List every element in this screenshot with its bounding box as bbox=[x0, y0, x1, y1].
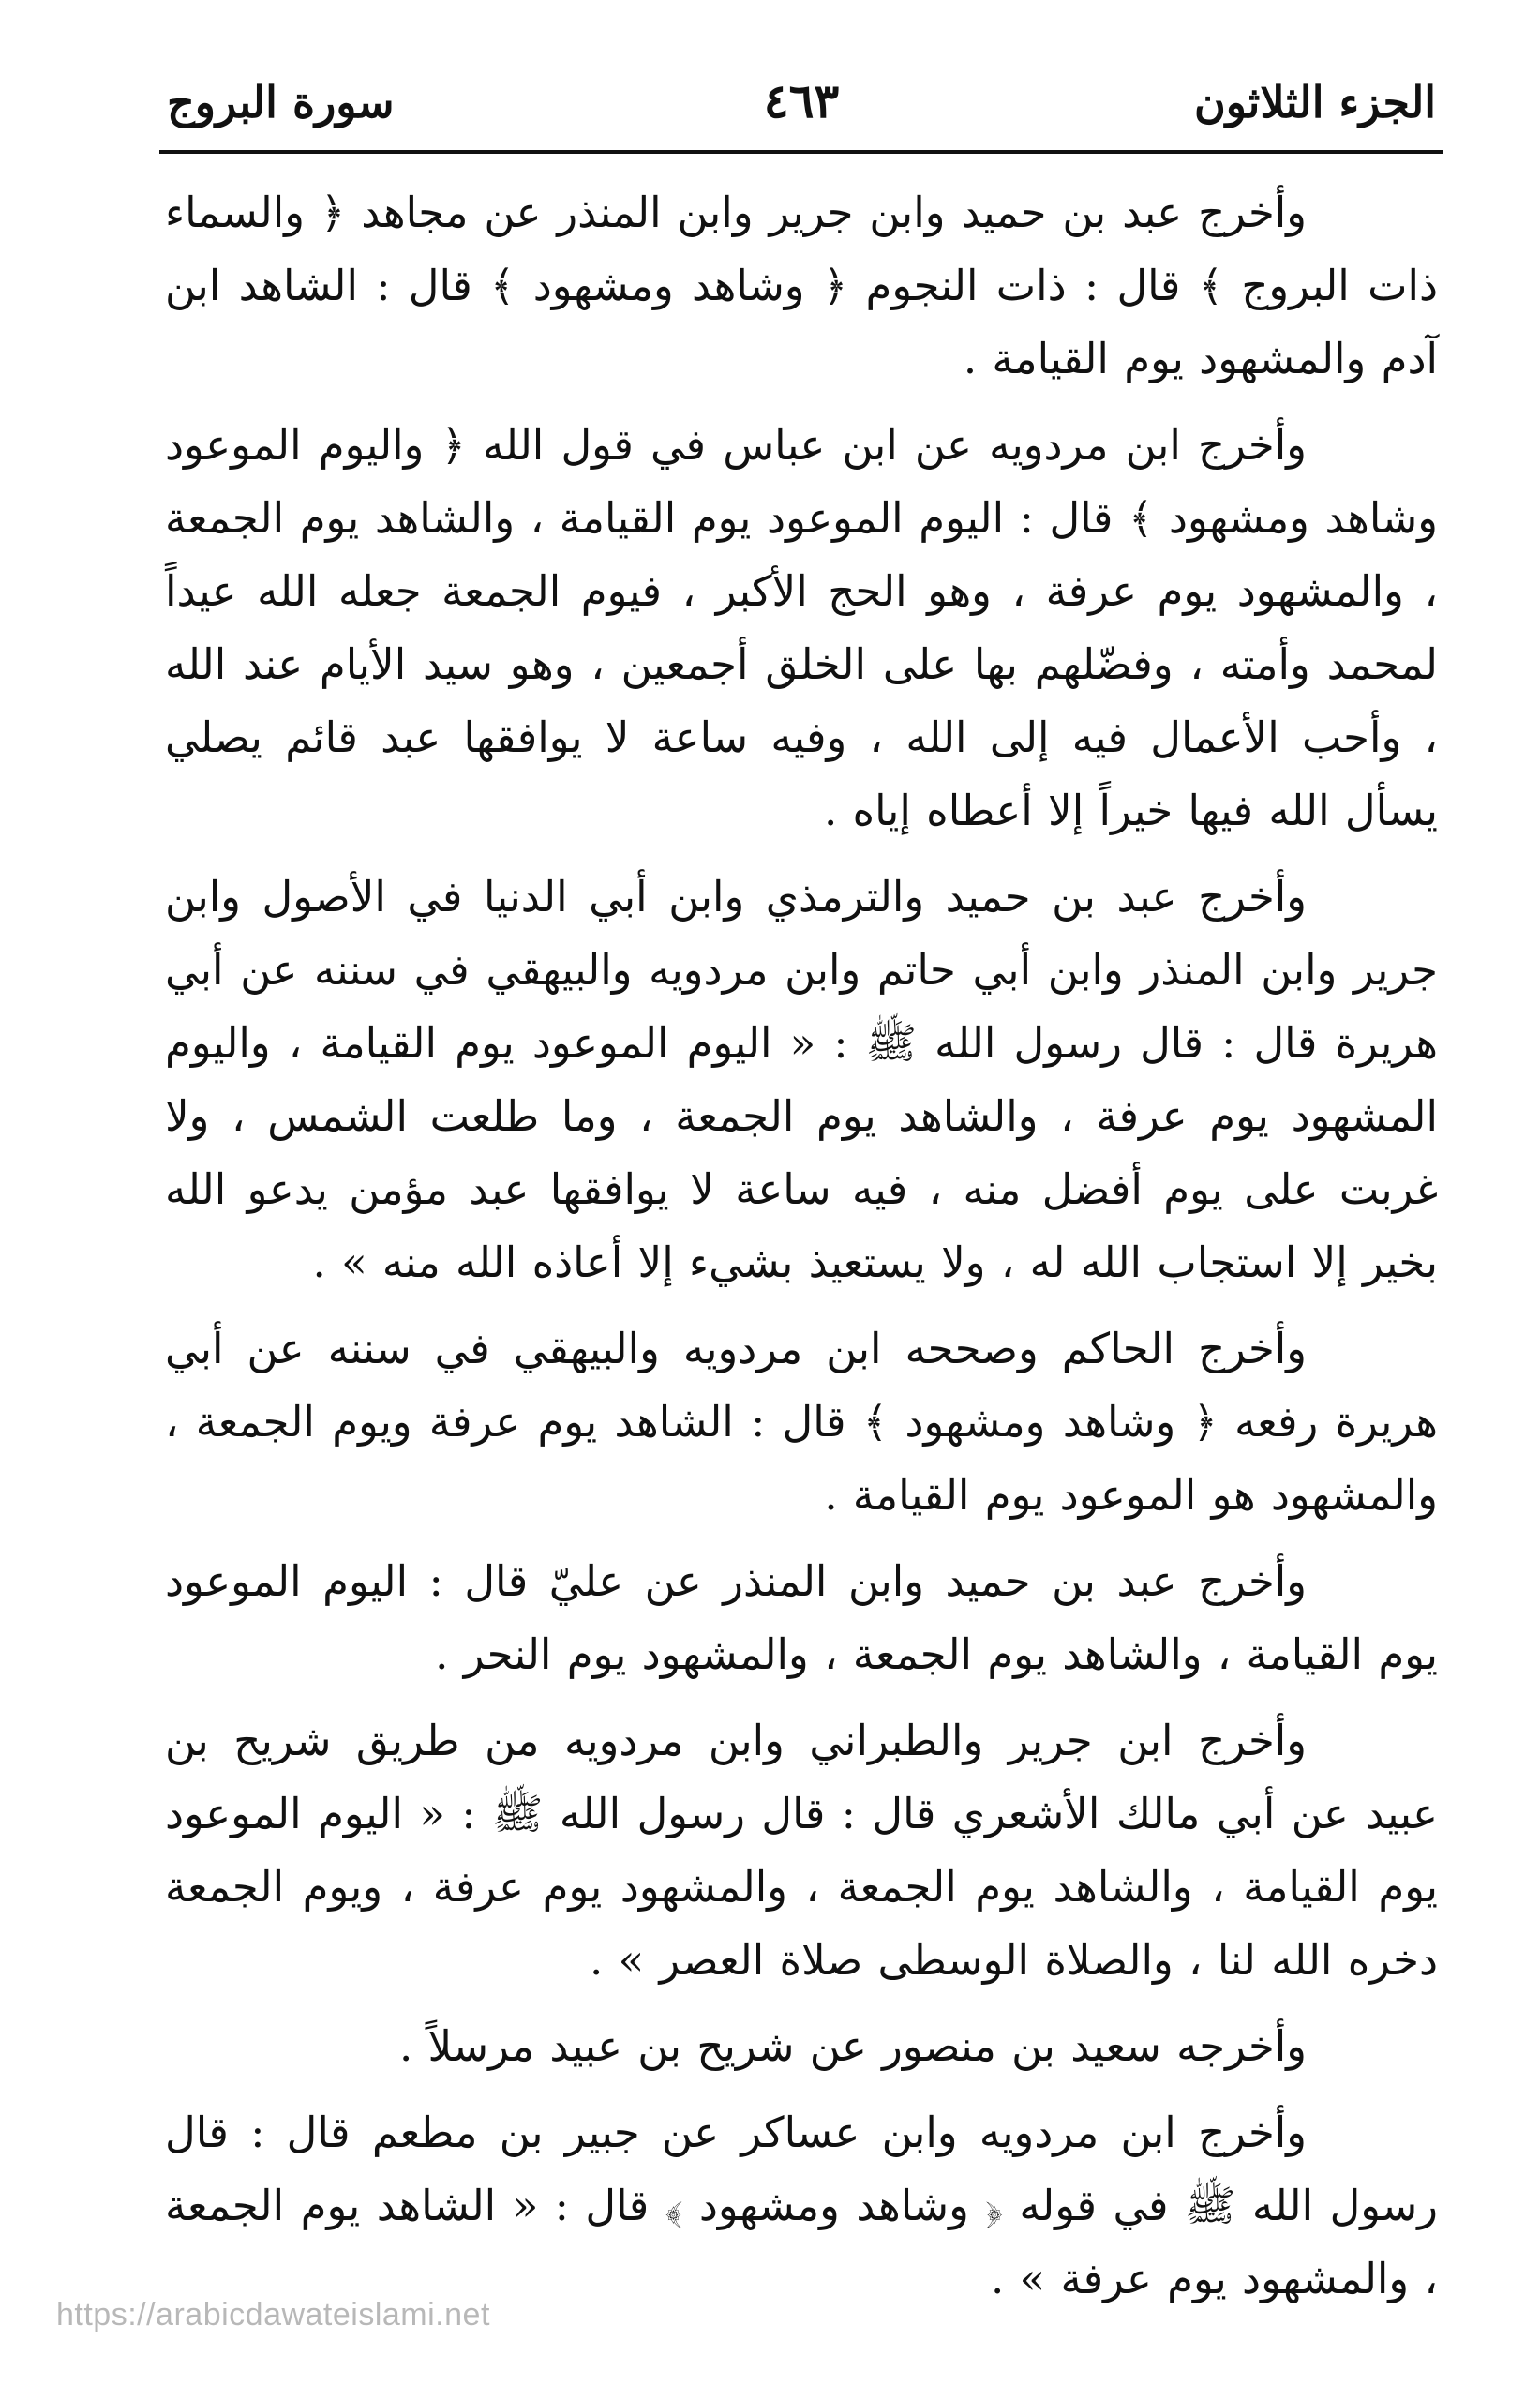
paragraph-6: وأخرج ابن جرير والطبراني وابن مردويه من طريق شريح بن عبيد عن أبي مالك الأشعري قال : قال رسول الله ﷺ : « اليوم الموعود يوم القيامة ، والشاهد يوم الجمعة ، والمشهود يوم عرفة ، ويوم الجمعة دخره الله لنا ، والصلاة الوسطى صلاة العصر » . bbox=[165, 1716, 1438, 1985]
paragraph-1: وأخرج عبد بن حميد وابن جرير وابن المنذر عن مجاهد ﴿ والسماء ذات البروج ﴾ قال : ذات النجوم ﴿ وشاهد ومشهود ﴾ قال : الشاهد ابن آدم والمشهود يوم القيامة . bbox=[165, 188, 1438, 383]
book-page bbox=[159, 56, 1443, 2334]
watermark-url: https://arabicdawateislami.net bbox=[56, 2297, 490, 2332]
paragraph-2: وأخرج ابن مردويه عن ابن عباس في قول الله ﴿ واليوم الموعود وشاهد ومشهود ﴾ قال : اليوم الموعود يوم القيامة ، والشاهد يوم الجمعة ، والمشهود يوم عرفة ، وهو الحج الأكبر ، فيوم الجمعة جعله الله عيداً لمحمد وأمته ، وفضّلهم بها على الخلق أجمعين ، وهو سيد الأيام عند الله ، وأحب الأعمال فيه إلى الله ، وفيه ساعة لا يوافقها عبد قائم يصلي يسأل الله فيها خيراً إلا أعطاه إياه . bbox=[165, 420, 1438, 835]
paragraph-5: وأخرج عبد بن حميد وابن المنذر عن عليّ قال : اليوم الموعود يوم القيامة ، والشاهد يوم الجمعة ، والمشهود يوم النحر . bbox=[165, 1556, 1438, 1679]
page-number: ٤٦٣ bbox=[763, 73, 840, 128]
paragraph-3: وأخرج عبد بن حميد والترمذي وابن أبي الدنيا في الأصول وابن جرير وابن المنذر وابن أبي حاتم وابن مردويه والبيهقي في سننه عن أبي هريرة قال : قال رسول الله ﷺ : « اليوم الموعود يوم القيامة ، واليوم المشهود يوم عرفة ، والشاهد يوم الجمعة ، وما طلعت الشمس ، ولا غربت على يوم أفضل منه ، فيه ساعة لا يوافقها عبد مؤمن يدعو الله بخير إلا استجاب الله له ، ولا يستعيذ بشيء إلا أعاذه الله منه » . bbox=[165, 872, 1438, 1287]
part-title: الجزء الثلاثون bbox=[1194, 77, 1436, 128]
page-body bbox=[159, 176, 1443, 2316]
page-header bbox=[159, 56, 1443, 154]
paragraph-4: وأخرج الحاكم وصححه ابن مردويه والبيهقي في سننه عن أبي هريرة رفعه ﴿ وشاهد ومشهود ﴾ قال : الشاهد يوم عرفة ويوم الجمعة ، والمشهود هو الموعود يوم القيامة . bbox=[165, 1324, 1438, 1520]
paragraph-8: وأخرج ابن مردويه وابن عساكر عن جبير بن مطعم قال : قال رسول الله ﷺ في قوله ﴿ وشاهد ومشهود ﴾ قال : « الشاهد يوم الجمعة ، والمشهود يوم عرفة » . bbox=[165, 2108, 1438, 2303]
surah-title: سورة البروج bbox=[167, 77, 395, 128]
paragraph-7: وأخرجه سعيد بن منصور عن شريح بن عبيد مرسلاً . bbox=[398, 2021, 1307, 2071]
